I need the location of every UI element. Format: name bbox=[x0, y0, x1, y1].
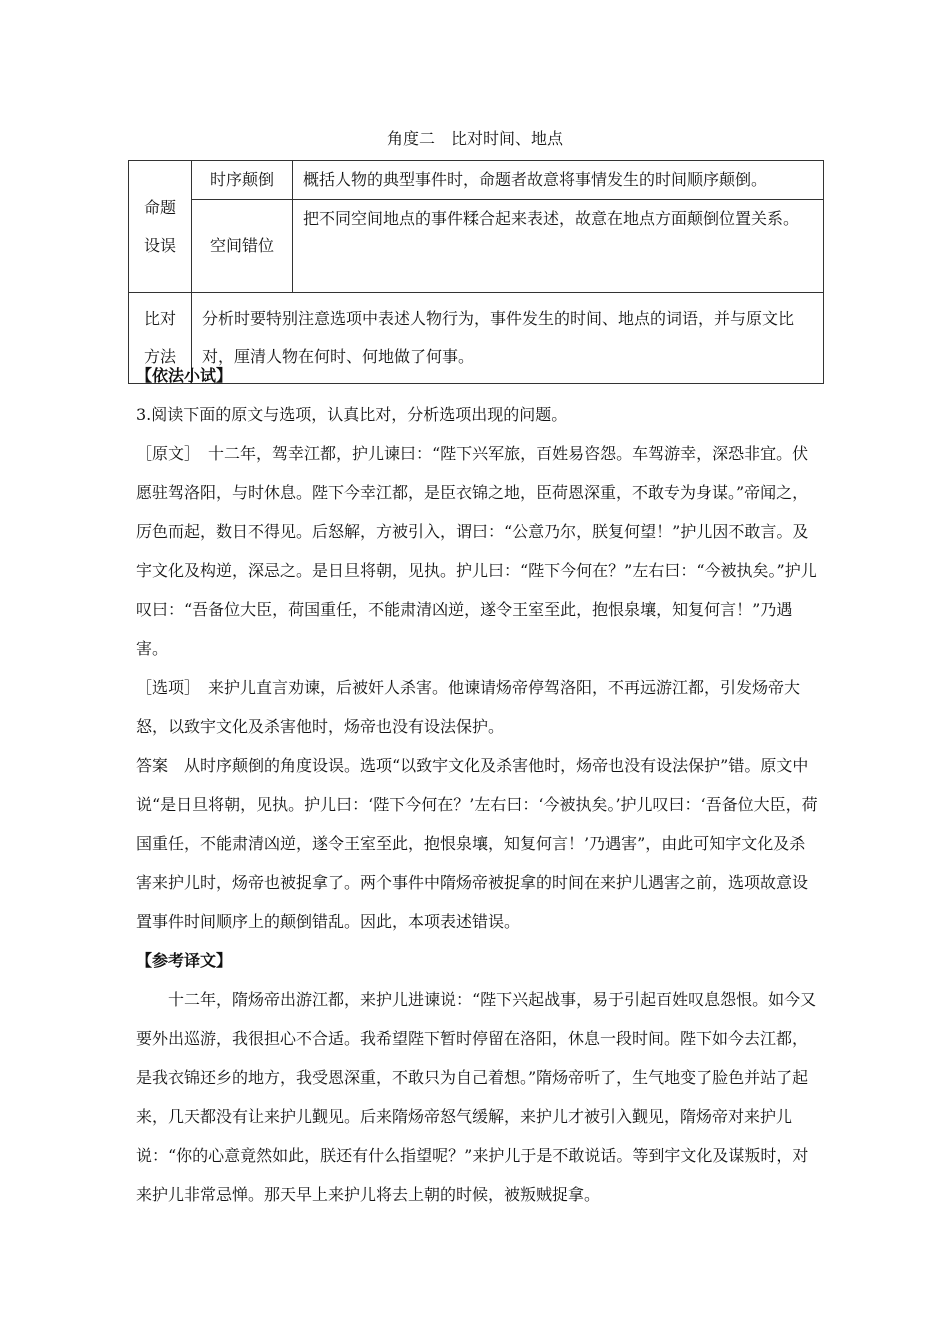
section-title: 角度二 比对时间、地点 bbox=[386, 129, 563, 148]
group-cell-mingti bbox=[129, 161, 192, 293]
group-label-b: 设误 bbox=[143, 235, 176, 255]
practice-heading: 【依法小试】 bbox=[136, 366, 233, 385]
translation-text: 十二年，隋炀帝出游江都，来护儿进谏说：“陛下兴起战事，易于引起百姓叹息怨恨。如今又要外出巡游，我很担心不合适。我希望陛下暂时停留在洛阳，休息一段时间。陛下如今去江都，是我衣锦还乡的地方，我受恩深重，不敢只为自己着想。”隋炀帝听了，生气地变了脸色并站了起来，几天都没有让来护儿觐见。后来隋炀帝怒气缓解，来护儿才被引入觐见，隋炀帝对来护儿说：“你的心意竟然如此，朕还有什么指望呢？”来护儿于是不敢说话。等到宇文化及谋叛时，对来护儿非常忌惮。那天早上来护儿将去上朝的时候，被叛贼捉拿。 bbox=[136, 990, 817, 1204]
content-body bbox=[136, 356, 820, 1214]
method-table bbox=[128, 160, 824, 384]
row-text-space: 把不同空间地点的事件糅合起来表述，故意在地点方面颠倒位置关系。 bbox=[293, 200, 824, 293]
option-text: ［选项］ 来护儿直言劝谏，后被奸人杀害。他谏请炀帝停驾洛阳，不再远游江都，引发炀帝大怒，以致宇文化及杀害他时，炀帝也没有设法保护。 bbox=[136, 678, 801, 736]
method-text: 分析时要特别注意选项中表述人物行为，事件发生的时间、地点的词语，并与原文比对，厘清人物在何时、何地做了何事。 bbox=[192, 293, 824, 384]
answer-text: 答案 从时序颠倒的角度设误。选项“以致宇文化及杀害他时，炀帝也没有设法保护”错。原文中说“是日旦将朝，见执。护儿曰：‘陛下今何在？’左右曰：‘今被执矣。’护儿叹曰：‘吾备位大臣，荷国重任，不能肃清凶逆，遂令王室至此，抱恨泉壤，知复何言！’乃遇害”，由此可知宇文化及杀害来护儿时，炀帝也被捉拿了。两个事件中隋炀帝被捉拿的时间在来护儿遇害之前，选项故意设置事件时间顺序上的颠倒错乱。因此，本项表述错误。 bbox=[136, 756, 818, 931]
original-text: ［原文］ 十二年，驾幸江都，护儿谏曰：“陛下兴军旅，百姓易咨怨。车驾游幸，深恐非宜。伏愿驻驾洛阳，与时休息。陛下今幸江都，是臣衣锦之地，臣荷恩深重，不敢专为身谋。”帝闻之，厉色而起，数日不得见。后怒解，方被引入，谓曰：“公意乃尔，朕复何望！”护儿因不敢言。及宇文化及构逆，深忌之。是日旦将朝，见执。护儿曰：“陛下今何在？”左右曰：“今被执矣。”护儿叹曰：“吾备位大臣，荷国重任，不能肃清凶逆，遂令王室至此，抱恨泉壤，知复何言！”乃遇害。 bbox=[136, 444, 817, 658]
row-label-space: 空间错位 bbox=[192, 200, 293, 293]
method-label-b: 方法 bbox=[143, 347, 176, 366]
row-text-time: 概括人物的典型事件时，命题者故意将事情发生的时间顺序颠倒。 bbox=[293, 161, 824, 200]
question-intro: 3.阅读下面的原文与选项，认真比对，分析选项出现的问题。 bbox=[136, 405, 568, 424]
translation-heading: 【参考译文】 bbox=[136, 951, 233, 970]
method-label-a: 比对 bbox=[143, 309, 176, 328]
group-label-a: 命题 bbox=[143, 197, 176, 217]
row-label-time: 时序颠倒 bbox=[192, 161, 293, 200]
